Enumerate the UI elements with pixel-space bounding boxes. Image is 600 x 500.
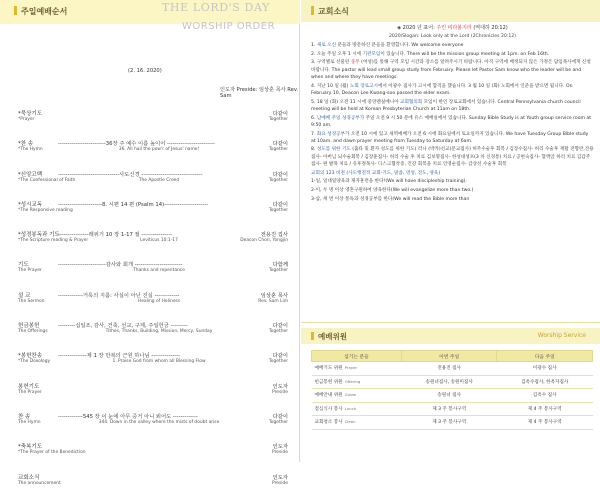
order-item-leader: 다같이: [272, 353, 288, 360]
role-name-en: Lunch: [344, 405, 357, 411]
news-highlight: 화요 성경공부: [316, 131, 345, 137]
order-item-leader-en: Together: [268, 117, 288, 122]
order-item: [18, 288, 288, 318]
next-week-cell: 김옥수집사, 한옥자집사: [497, 375, 593, 389]
church-motto: [311, 24, 594, 33]
news-item: [311, 99, 594, 114]
news-highlight: 교회협의회: [400, 99, 423, 105]
news-text: 모임이 한인 장로교회에서 있습니다. Central Pennsylvania church council meeting will be held at Korean Presbyterian Church at 11am on 18th.: [311, 99, 581, 112]
section-marker-icon: [14, 6, 17, 15]
order-item: [18, 439, 288, 469]
worship-service-header: [301, 328, 600, 344]
order-item-leader-en: Together: [268, 207, 288, 213]
order-item-leader-en: Deacon Chon, Yongjin: [240, 238, 288, 244]
news-highlight: 노회 장로고시: [349, 83, 378, 89]
order-item-name-en: *The Confessional of Faith: [18, 177, 76, 183]
news-item: [311, 42, 594, 49]
table-header: 다음 주일: [497, 351, 593, 362]
order-item-name: *봉헌찬송: [18, 353, 43, 360]
order-item-name-en: The Offerings: [18, 329, 48, 335]
this-week-cell: 제 3 주 봉사구역: [401, 402, 497, 416]
church-motto-english: 2020/Slogan: Look only at the Lord (2Chronicles 20:12): [389, 33, 516, 39]
this-week-cell: 송원녀집사, 송원미집사: [401, 375, 497, 389]
lords-day-heading: THE LORD'S DAY: [162, 1, 270, 14]
order-item: [18, 318, 288, 348]
order-item-name: *묵상기도: [18, 111, 43, 117]
order-item: [18, 348, 288, 378]
order-item-leader-en: Preside: [272, 389, 288, 395]
order-item-detail-en: The Apostle Creed: [138, 177, 180, 183]
order-item-detail: --------------------------------사도신경 --------------------------------: [58, 171, 203, 178]
order-item-detail-en: 1. Praise God from whom all Blessing Flow: [112, 359, 206, 365]
news-highlight: 기관모임: [362, 51, 381, 57]
next-week-cell: 김옥수 집사: [497, 389, 593, 403]
order-item-name: *축복기도: [18, 444, 43, 451]
motto-highlight: 주린 비라볼지라: [436, 25, 472, 31]
order-item-name-en: The Prayer: [18, 268, 42, 274]
order-item-name-en: The Sermon: [18, 298, 45, 304]
this-week-cell: 제 3 주 봉사구역: [401, 416, 497, 430]
order-item-name-en: *The Prayer of the Benediction: [18, 450, 86, 456]
role-cell: [312, 416, 402, 430]
order-item: [18, 227, 288, 257]
next-week-cell: 이광수 집사: [497, 362, 593, 376]
order-item-detail: -----------------------8. 시편 14 편 (Psalm 14)-----------------------: [58, 201, 209, 208]
worship-order-page: [0, 0, 300, 486]
order-item-detail: -------------------------감사와 회개 -------------------------: [58, 262, 183, 269]
role-name-en: Prayer: [344, 365, 358, 371]
order-item-name-en: The Hymn: [18, 419, 41, 425]
role-cell: [312, 362, 402, 376]
order-item-leader-en: Together: [268, 177, 288, 183]
worship-order-heading: WORSHIP ORDER: [182, 21, 276, 32]
news-item: [311, 59, 594, 81]
order-item-detail: ----------------레위기 10 장 1-17 절 ----------------: [58, 232, 172, 239]
motto-prefix: ◈ 2020 년 표어:: [397, 25, 437, 31]
order-item-detail-en: Tithes, Thanks, Building, Mission, Mercy, Sunday: [105, 329, 213, 335]
role-cell: [312, 375, 402, 389]
order-item-detail: -------------------------36장 주 예수 이름 높이어 -------------------------: [58, 141, 215, 148]
next-week-cell: 제 4 주 봉사구역: [497, 416, 593, 430]
news-highlight: 새로 오신: [316, 42, 337, 48]
service-date: (2. 16. 2020): [128, 68, 162, 74]
order-item: [18, 197, 288, 227]
order-item-name-en: *Prayer: [18, 117, 35, 122]
order-item-leader: 다같이: [272, 413, 288, 420]
order-item-detail-en: 36. All hail the pow'r of Jesus' name!: [118, 147, 200, 153]
role-name-en: Clean: [344, 419, 356, 425]
worship-service-table: [311, 350, 593, 430]
news-highlight: 남예배 주일 성경공부: [316, 115, 360, 121]
announcements-page: [301, 0, 600, 462]
order-item-leader: 다같이: [272, 171, 288, 178]
order-item-leader-en: Rev. Sam Lim: [258, 298, 288, 304]
news-text: 7.: [311, 131, 317, 137]
order-item-name-en: The Prayer: [18, 389, 42, 395]
order-item-name-en: The announcement: [18, 480, 61, 486]
order-item: [18, 106, 288, 136]
vision-title: [311, 170, 594, 177]
news-text: 3. 구역별로 선물된: [311, 60, 351, 66]
order-item-detail: ---------십일조, 감사, 건축, 선교, 구제, 주일헌금 ---------: [58, 323, 188, 330]
order-item-detail: -------------거룩의 지름: 사실이 아닌 진실 -------------: [58, 292, 180, 299]
order-item-leader: 다함께: [272, 262, 288, 269]
order-item-leader-en: Preside: [272, 480, 288, 486]
order-item-name: *찬 송: [18, 141, 34, 148]
worship-service-title: [311, 331, 347, 342]
worship-service-title-text: 예배위원: [318, 332, 347, 341]
table-row: [312, 402, 593, 416]
table-header: 섬기는 분들: [312, 351, 402, 362]
order-item-detail: ---------------제 1 장 만복의 근원 하나님 ---------------: [58, 353, 180, 360]
order-item-name: 봉헌기도: [18, 383, 40, 390]
order-item-name-en: *The Responsive reading: [18, 207, 73, 213]
order-item-name: 설 교: [18, 292, 31, 299]
order-item-leader: 다같이: [272, 111, 288, 117]
news-text: (출타 및 환자 성도를 위한 기도) 러나 (박카)선교(문교집사) 허주수술후 회복 / 김장수집사- 허리 수술후 재활 전향란,진용집사- 아버님 뇌수술회복 / 김장훈집사- 허리 수술 후 치료 김보명집사- 한성대성포(3 차 신경통) 치료 / 공현숙집사- 혈액암 하리 치료 김갑주집사- 편 발목 치료 / 유후정목사- 디스크협착증, 건강 회복을 치료 인영순집사- 감상선 수술후 회복: [311, 147, 594, 168]
news-item: [311, 146, 594, 168]
order-item-name: *성시교독: [18, 201, 43, 208]
order-item: [18, 379, 288, 409]
presider-line: 인도자 Preside: 임상훈 목사 Rev. Sam: [220, 87, 299, 99]
role-cell: [312, 389, 402, 403]
order-item-leader: 임상훈 목사: [260, 292, 288, 299]
order-item-name: 기도: [18, 262, 29, 269]
order-item-name: 찬 송: [18, 413, 31, 420]
news-highlight: 중무: [350, 60, 360, 66]
role-name: 점심식사 봉사: [314, 406, 343, 412]
worship-order-title: [14, 6, 67, 17]
announcements-title: [311, 6, 349, 17]
news-text: 5. 18 일 (화) 오전 11 시에 중앙펜실베니아: [311, 99, 401, 105]
order-item: [18, 470, 288, 500]
role-name: 예배안내 위원: [314, 393, 343, 399]
motto-suffix: (역대하 20:12): [471, 25, 508, 31]
order-item-name: *성경봉독과 기도: [18, 232, 60, 239]
news-text: 6.: [311, 115, 317, 121]
order-item-leader: 인도자: [272, 444, 288, 451]
vision-item: 3-삼, 세 번 이상 통독과 성경공부를 한다(We will read the Bible more than: [311, 196, 470, 202]
order-item-leader: 인도자: [272, 474, 288, 481]
order-item-leader: 다같이: [272, 141, 288, 148]
order-item-detail-en: 344. Down in the valley where the mists of doubt arise: [98, 419, 220, 425]
order-item-leader: 다같이: [272, 201, 288, 208]
news-text: 분들과 방문하신 분들을 환영합니다. We welcome everyone: [336, 42, 464, 48]
news-text: 1.: [311, 42, 317, 48]
news-item: [311, 51, 594, 58]
this-week-cell: 전용진 집사: [401, 362, 497, 376]
order-item-name-en: *The Scripture reading & Prayer: [18, 238, 89, 244]
news-text: 가 오전 10 시에 있고 새벽예배가 오전 6 시에 화요일에서 토요일까지 있습니다. We have Tuesday Group Bible study at 10am. and dawn prayer meeting from Tuesday to Saturday at 6am.: [311, 131, 589, 144]
order-item-leader-en: Together: [268, 419, 288, 425]
order-item: [18, 136, 288, 166]
order-item-leader-en: Together: [268, 359, 288, 365]
table-row: [312, 389, 593, 403]
section-marker-icon: [311, 332, 314, 340]
news-item: [311, 131, 594, 146]
news-text: 가 주일 오전 9 시 50 분에 유스 예배실에서 있습니다. Sunday Bible Study is at Youth group service room at 9:50 am.: [311, 115, 592, 128]
order-list: [18, 106, 288, 500]
order-item-leader-en: Together: [268, 329, 288, 335]
order-item-leader: 전용진 집사: [260, 232, 288, 239]
news-item: [311, 115, 594, 130]
order-item-leader: 인도자: [272, 383, 288, 390]
order-item-name-en: *The Doxology: [18, 359, 51, 365]
table-row: [312, 375, 593, 389]
news-text: (여성)를 통해 구역 모임 시간과 장소를 알려주시기 바랍니다. 아직 구역에 배정되지 않은 가정은 담임목사에게 신청바랍니다. The pastor will lead small group study from February. Please let Pastor Sam know who the leader will be and when and where they have meetings.: [311, 60, 591, 80]
order-item-name: *신앙고백: [18, 171, 43, 178]
role-name: 헌금봉헌 위원: [314, 379, 343, 385]
role-name-en: Offering: [344, 378, 361, 384]
announcements-title-text: 교회소식: [318, 7, 349, 16]
news-text: 이 있습니다. There will be the mission group meeting at 1pm. on Feb 16th.: [380, 51, 550, 57]
role-name-en: Guide: [344, 392, 357, 398]
order-item: [18, 167, 288, 197]
order-item-name: 헌금봉헌: [18, 323, 40, 330]
order-item-leader-en: Together: [268, 147, 288, 153]
announcements-header: [301, 0, 600, 22]
vision-title-text: 교회의 123 비젼 (사도행전적 교회-기도, 말씀, 영성, 전도, 양육): [311, 170, 441, 176]
news-item: [311, 83, 594, 98]
order-item-detail-en: Leviticus 10:1-17: [140, 238, 178, 244]
order-item-detail-en: Thanks and repentance: [133, 268, 185, 274]
section-marker-icon: [311, 6, 314, 15]
vision-item: 2-이, 두 명 이상 영혼구원하여 양육한다(We will evangelize more than two.): [311, 188, 474, 194]
table-row: [312, 416, 593, 430]
role-cell: [312, 402, 402, 416]
this-week-cell: 송원녀 집사: [401, 389, 497, 403]
role-name: 예배기도 위원: [314, 366, 343, 372]
order-item-leader: 다같이: [272, 323, 288, 330]
table-header: 이번 주일: [401, 351, 497, 362]
section-divider: [301, 322, 600, 323]
table-header-row: [312, 351, 593, 362]
order-item-name-en: *The Hymn: [18, 147, 43, 153]
news-highlight: 성도를 위한 기도: [316, 147, 351, 153]
table-row: [312, 362, 593, 376]
next-week-cell: 제 4 주 봉사구역: [497, 402, 593, 416]
worship-service-eng: Worship Service: [537, 332, 586, 339]
order-item-name: 교회소식: [18, 474, 40, 481]
order-item-leader-en: Together: [268, 268, 288, 274]
order-item: [18, 257, 288, 287]
order-item: [18, 409, 288, 439]
news-text: 2. 오늘 주일 오후 1 시에: [311, 51, 363, 57]
news-text: 에서 이광수 집사가 고시에 합격을 했습니다. 3 월 10 일 (화) 노회에서 인준을 받으면 됩니다. On February 10, Deacon Lee Kwang-soo passed the elder exam.: [311, 83, 573, 96]
announcements-body: [311, 24, 594, 203]
order-item-detail-en: Healing of Holiness: [137, 298, 181, 304]
vision-item: 1-일, 일대일양육과 제자훈련을 한다!(We will have discipleship training).: [311, 179, 467, 185]
worship-order-title-text: 주일예배순서: [21, 7, 68, 16]
role-name: 교회청소 봉사: [314, 420, 343, 426]
news-text: 4. 지난 10 일 (월): [311, 83, 350, 89]
order-item-leader-en: Preside: [272, 450, 288, 456]
order-item-detail: -------------545 장 이 눈에 아무 증거 아니 뵈어도 -------------: [58, 413, 198, 420]
news-text: 8.: [311, 147, 317, 153]
